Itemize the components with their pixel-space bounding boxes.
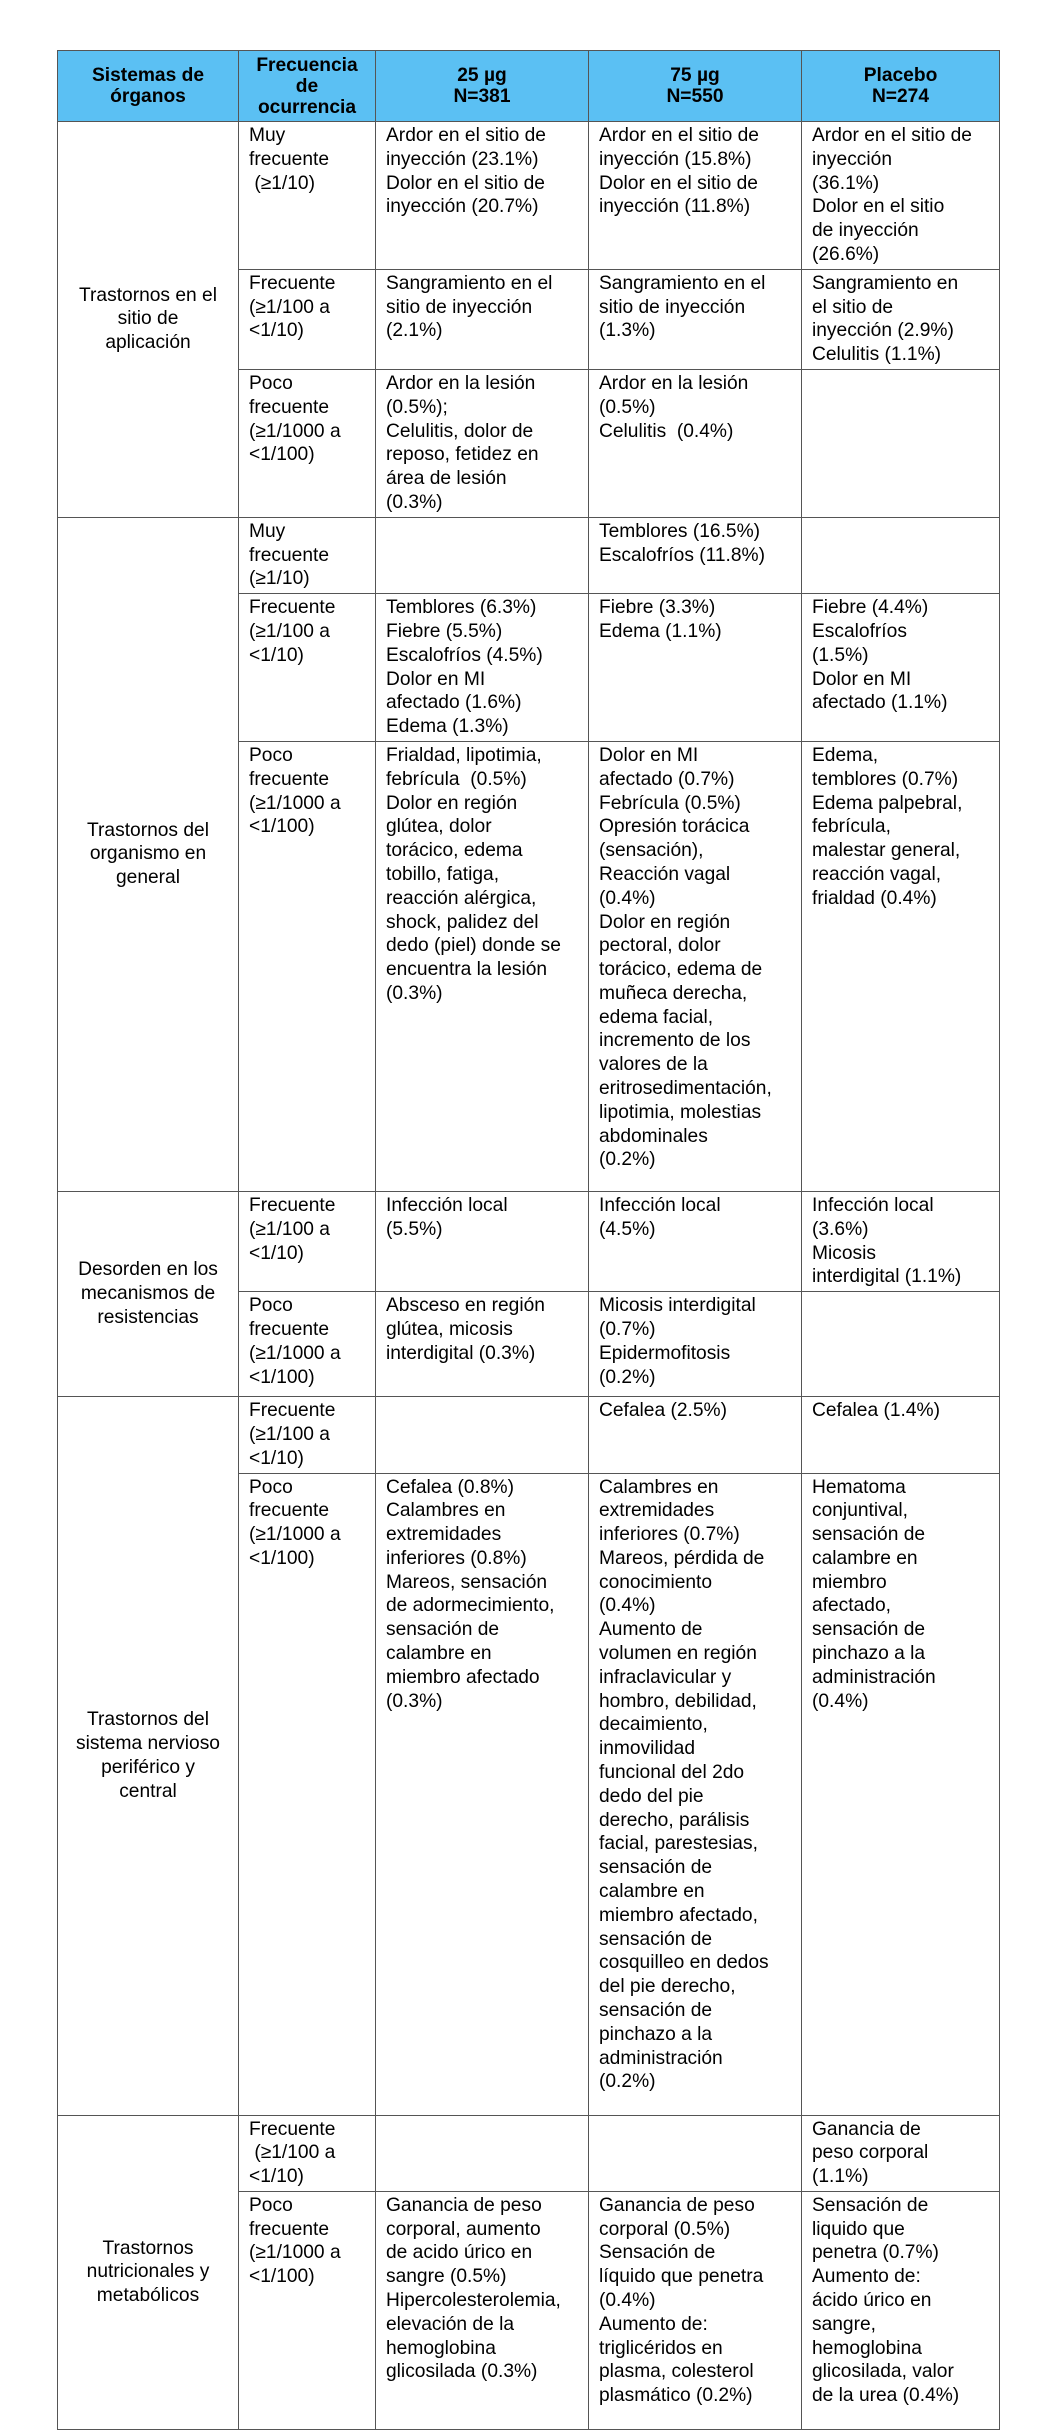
cell-25ug: Sangramiento en el sitio de inyección (2.1%) bbox=[376, 269, 589, 369]
frequency-cell: Frecuente (≥1/100 a <1/10) bbox=[239, 1191, 376, 1291]
cell-25ug: Infección local (5.5%) bbox=[376, 1191, 589, 1291]
table-row bbox=[58, 122, 1000, 270]
frequency-cell: Frecuente (≥1/100 a <1/10) bbox=[239, 2115, 376, 2191]
cell-placebo: Hematoma conjuntival, sensación de calambre en miembro afectado, sensación de pinchazo a la administración (0.4%) bbox=[802, 1473, 1000, 2115]
header-placebo: Placebo N=274 bbox=[802, 51, 1000, 122]
frequency-cell: Muy frecuente (≥1/10) bbox=[239, 122, 376, 270]
frequency-cell: Frecuente (≥1/100 a <1/10) bbox=[239, 269, 376, 369]
cell-placebo: Sensación de liquido que penetra (0.7%) Aumento de: ácido úrico en sangre, hemoglobina glicosilada, valor de la urea (0.4%) bbox=[802, 2191, 1000, 2429]
table-header-row bbox=[58, 51, 1000, 122]
frequency-cell: Poco frecuente (≥1/1000 a <1/100) bbox=[239, 741, 376, 1191]
cell-25ug: Ganancia de peso corporal, aumento de acido úrico en sangre (0.5%) Hipercolesterolemia, elevación de la hemoglobina glicosilada (0.3%) bbox=[376, 2191, 589, 2429]
header-25ug: 25 µg N=381 bbox=[376, 51, 589, 122]
header-sistemas: Sistemas de órganos bbox=[58, 51, 239, 122]
cell-placebo bbox=[802, 1292, 1000, 1397]
cell-25ug bbox=[376, 1397, 589, 1473]
cell-25ug: Ardor en el sitio de inyección (23.1%) Dolor en el sitio de inyección (20.7%) bbox=[376, 122, 589, 270]
table-row bbox=[58, 2115, 1000, 2191]
cell-placebo: Ganancia de peso corporal (1.1%) bbox=[802, 2115, 1000, 2191]
cell-75ug: Ardor en el sitio de inyección (15.8%) Dolor en el sitio de inyección (11.8%) bbox=[589, 122, 802, 270]
cell-placebo bbox=[802, 517, 1000, 593]
cell-placebo bbox=[802, 369, 1000, 517]
system-cell: Trastornos en el sitio de aplicación bbox=[58, 122, 239, 518]
cell-75ug bbox=[589, 2115, 802, 2191]
table-row bbox=[58, 517, 1000, 593]
document-page bbox=[57, 50, 999, 2430]
system-cell: Desorden en los mecanismos de resistencias bbox=[58, 1191, 239, 1396]
cell-75ug: Calambres en extremidades inferiores (0.7%) Mareos, pérdida de conocimiento (0.4%) Aumento de volumen en región infraclavicular y hombro, debilidad, decaimiento, inmovilidad funcional del 2do dedo del pie derecho, parálisis facial, parestesias, sensación de calambre en miembro afectado, sensación de cosquilleo en dedos del pie derecho, sensación de pinchazo a la administración (0.2%) bbox=[589, 1473, 802, 2115]
table-row bbox=[58, 1397, 1000, 1473]
cell-25ug: Absceso en región glútea, micosis interdigital (0.3%) bbox=[376, 1292, 589, 1397]
cell-25ug: Ardor en la lesión (0.5%); Celulitis, dolor de reposo, fetidez en área de lesión (0.3%) bbox=[376, 369, 589, 517]
cell-75ug: Temblores (16.5%) Escalofríos (11.8%) bbox=[589, 517, 802, 593]
cell-75ug: Fiebre (3.3%) Edema (1.1%) bbox=[589, 594, 802, 742]
cell-placebo: Fiebre (4.4%) Escalofríos (1.5%) Dolor en MI afectado (1.1%) bbox=[802, 594, 1000, 742]
frequency-cell: Poco frecuente (≥1/1000 a <1/100) bbox=[239, 1292, 376, 1397]
cell-25ug: Temblores (6.3%) Fiebre (5.5%) Escalofríos (4.5%) Dolor en MI afectado (1.6%) Edema (1.3%) bbox=[376, 594, 589, 742]
frequency-cell: Frecuente (≥1/100 a <1/10) bbox=[239, 1397, 376, 1473]
frequency-cell: Muy frecuente (≥1/10) bbox=[239, 517, 376, 593]
cell-25ug: Frialdad, lipotimia, febrícula (0.5%) Dolor en región glútea, dolor torácico, edema tobillo, fatiga, reacción alérgica, shock, palidez del dedo (piel) donde se encuentra la lesión (0.3%) bbox=[376, 741, 589, 1191]
cell-75ug: Micosis interdigital (0.7%) Epidermofitosis (0.2%) bbox=[589, 1292, 802, 1397]
cell-placebo: Cefalea (1.4%) bbox=[802, 1397, 1000, 1473]
table-row bbox=[58, 1191, 1000, 1291]
cell-placebo: Ardor en el sitio de inyección (36.1%) Dolor en el sitio de inyección (26.6%) bbox=[802, 122, 1000, 270]
frequency-cell: Poco frecuente (≥1/1000 a <1/100) bbox=[239, 2191, 376, 2429]
header-75ug: 75 µg N=550 bbox=[589, 51, 802, 122]
frequency-cell: Poco frecuente (≥1/1000 a <1/100) bbox=[239, 1473, 376, 2115]
frequency-cell: Poco frecuente (≥1/1000 a <1/100) bbox=[239, 369, 376, 517]
cell-25ug: Cefalea (0.8%) Calambres en extremidades inferiores (0.8%) Mareos, sensación de adormecimiento, sensación de calambre en miembro afectado (0.3%) bbox=[376, 1473, 589, 2115]
cell-75ug: Ganancia de peso corporal (0.5%) Sensación de líquido que penetra (0.4%) Aumento de: triglicéridos en plasma, colesterol plasmático (0.2%) bbox=[589, 2191, 802, 2429]
cell-placebo: Infección local (3.6%) Micosis interdigital (1.1%) bbox=[802, 1191, 1000, 1291]
system-cell: Trastornos nutricionales y metabólicos bbox=[58, 2115, 239, 2429]
system-cell: Trastornos del organismo en general bbox=[58, 517, 239, 1191]
cell-75ug: Sangramiento en el sitio de inyección (1.3%) bbox=[589, 269, 802, 369]
adverse-effects-table bbox=[57, 50, 1000, 2430]
cell-75ug: Ardor en la lesión (0.5%) Celulitis (0.4%) bbox=[589, 369, 802, 517]
system-cell: Trastornos del sistema nervioso periférico y central bbox=[58, 1397, 239, 2115]
cell-75ug: Infección local (4.5%) bbox=[589, 1191, 802, 1291]
cell-placebo: Sangramiento en el sitio de inyección (2.9%) Celulitis (1.1%) bbox=[802, 269, 1000, 369]
header-frecuencia: Frecuencia de ocurrencia bbox=[239, 51, 376, 122]
cell-placebo: Edema, temblores (0.7%) Edema palpebral, febrícula, malestar general, reacción vagal, frialdad (0.4%) bbox=[802, 741, 1000, 1191]
cell-25ug bbox=[376, 2115, 589, 2191]
cell-25ug bbox=[376, 517, 589, 593]
frequency-cell: Frecuente (≥1/100 a <1/10) bbox=[239, 594, 376, 742]
cell-75ug: Dolor en MI afectado (0.7%) Febrícula (0.5%) Opresión torácica (sensación), Reacción vagal (0.4%) Dolor en región pectoral, dolor torácico, edema de muñeca derecha, edema facial, incremento de los valores de la eritrosedimentación, lipotimia, molestias abdominales (0.2%) bbox=[589, 741, 802, 1191]
cell-75ug: Cefalea (2.5%) bbox=[589, 1397, 802, 1473]
